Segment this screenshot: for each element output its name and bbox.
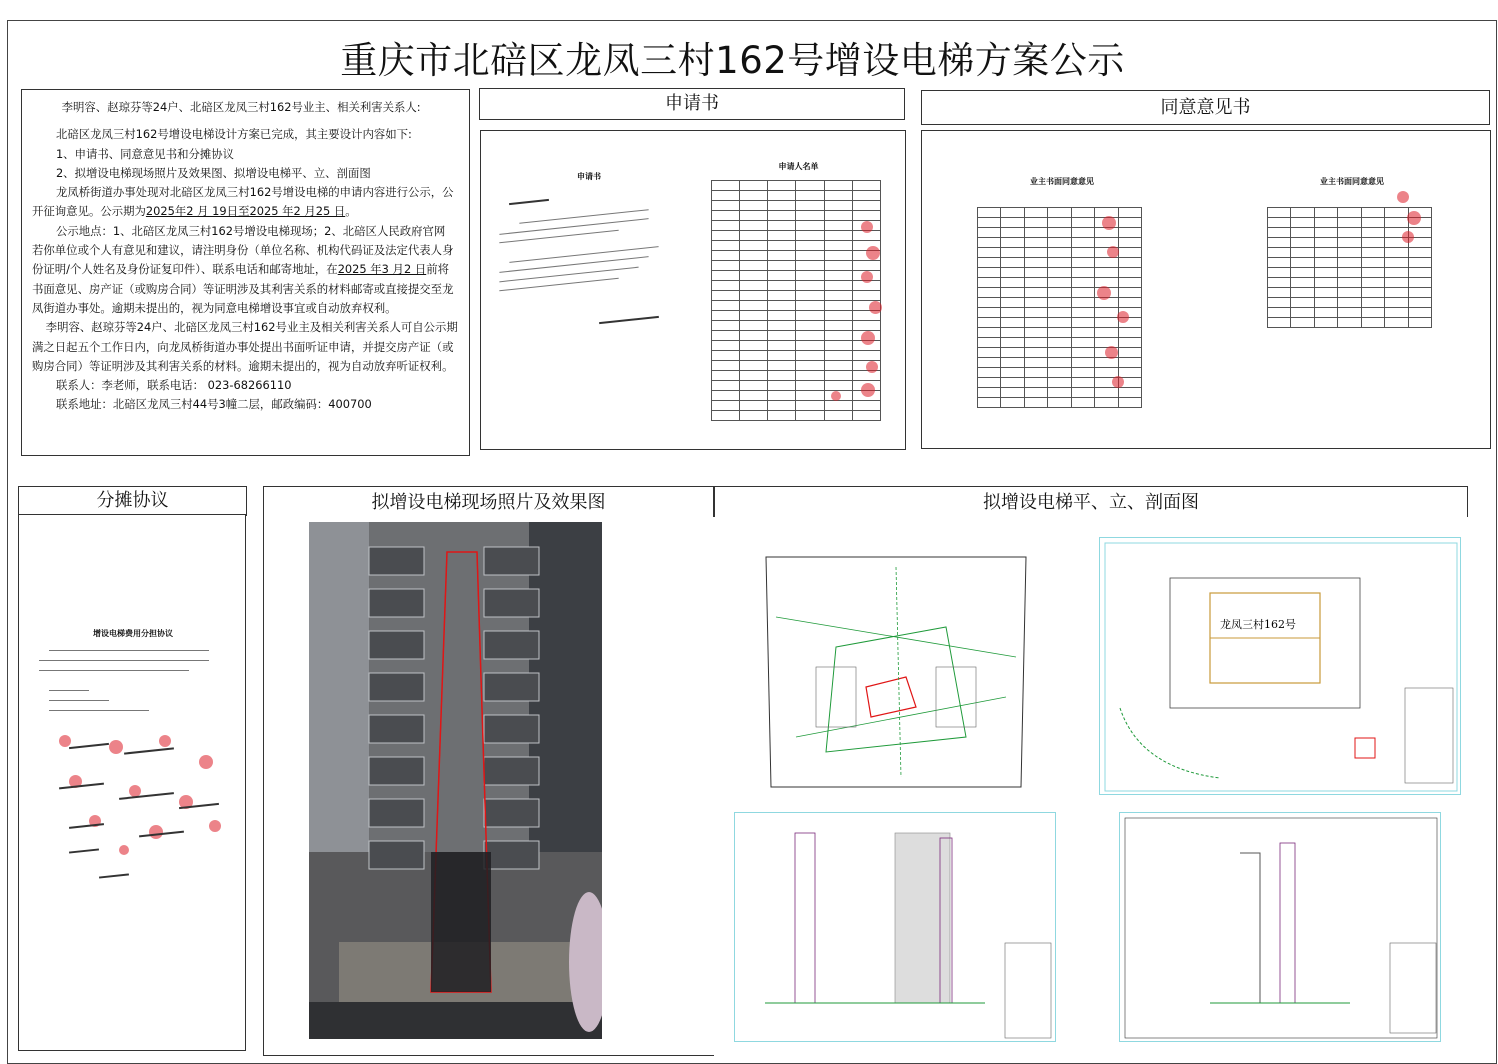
consent-form-left: 业主书面同意意见 bbox=[977, 176, 1147, 406]
fingerprint-stamp bbox=[1107, 246, 1119, 258]
fingerprint-stamp bbox=[1105, 346, 1118, 359]
notice-paragraph: 若你单位或个人有意见和建议，请注明身份（单位名称、机构代码证及法定代表人身份证明/个人姓名及身份证复印件）、联系电话和邮寄地址，在2025 年3 月2 日前将书面意见、房产证（或购房合同）等证明涉及其利害关系的材料邮寄或直接提交至龙凤街道办事处。逾期未提出的，视为同意电梯增设事宜或自动放弃权利。 bbox=[32, 243, 454, 315]
notice-deadline: 2025 年3 月2 日 bbox=[337, 262, 427, 277]
fingerprint-stamp bbox=[1397, 191, 1409, 203]
fingerprint-stamp bbox=[109, 740, 123, 754]
balcony bbox=[484, 547, 539, 575]
notice-paragraph: 李明容、赵琼芬等24户、北碚区龙凤三村162号业主及相关利害关系人可自公示期满之日起五个工作日内，向龙凤桥街道办事处提出书面听证申请，并提交房产证（或购房合同）等证明涉及其利害关系的材料。逾期未提出的，视为自动放弃听证权利。 bbox=[32, 320, 458, 373]
signature-scribble bbox=[69, 823, 104, 829]
consent-form-right: 业主书面同意意见 bbox=[1267, 176, 1437, 406]
notice-paragraph: 龙凤桥街道办事处现对北碚区龙凤三村162号增设电梯的申请内容进行公示，公开征询意见。公示期为2025年2 月 19日至2025 年2 月25 日。 bbox=[32, 185, 454, 219]
fingerprint-stamp bbox=[1112, 376, 1124, 388]
balcony bbox=[484, 841, 539, 869]
applicant-list-scan: 申请人名单 bbox=[711, 161, 886, 401]
notice-line: 公示地点：1、北碚区龙凤三村162号增设电梯现场；2、北碚区人民政府官网 bbox=[55, 223, 446, 238]
signature-scribble bbox=[119, 792, 174, 800]
fingerprint-stamp bbox=[119, 845, 129, 855]
consent-header: 同意意见书 bbox=[921, 90, 1490, 125]
balcony bbox=[369, 547, 424, 575]
drawings-header: 拟增设电梯平、立、剖面图 bbox=[714, 486, 1468, 518]
section-drawing bbox=[1119, 812, 1441, 1042]
fingerprint-stamp bbox=[1407, 211, 1421, 225]
signature-scribble bbox=[69, 848, 99, 853]
consent-scan-panel bbox=[921, 130, 1491, 449]
elevation-drawing bbox=[734, 812, 1056, 1042]
floor-plan-label: 龙凤三村162号 bbox=[1220, 618, 1296, 631]
fingerprint-stamp bbox=[1402, 231, 1414, 243]
scan-table bbox=[1267, 207, 1432, 328]
notice-text-panel bbox=[21, 89, 470, 456]
fingerprint-stamp bbox=[866, 361, 878, 373]
photos-header: 拟增设电梯现场照片及效果图 bbox=[263, 486, 714, 518]
balcony bbox=[369, 589, 424, 617]
fingerprint-stamp bbox=[861, 271, 873, 283]
fingerprint-stamp bbox=[831, 391, 841, 401]
fingerprint-stamp bbox=[199, 755, 213, 769]
balcony bbox=[484, 799, 539, 827]
contact-person: 联系人：李老师，联系电话： 023-68266110 bbox=[55, 378, 292, 393]
balcony bbox=[369, 631, 424, 659]
fingerprint-stamp bbox=[866, 246, 880, 260]
cost-share-header: 分摊协议 bbox=[18, 486, 247, 516]
fingerprint-stamp bbox=[59, 735, 71, 747]
fingerprint-stamp bbox=[861, 221, 873, 233]
notice-addressee: 李明容、赵琼芬等24户、北碚区龙凤三村162号业主、相关利害关系人: bbox=[61, 100, 421, 114]
fingerprint-stamp bbox=[209, 820, 221, 832]
site-photo bbox=[309, 522, 602, 1039]
fingerprint-stamp bbox=[159, 735, 171, 747]
notice-period: 2025年2 月 19日至2025 年2 月25 日 bbox=[145, 204, 346, 219]
site-plan-drawing bbox=[756, 537, 1036, 799]
balcony bbox=[484, 673, 539, 701]
application-letter: 申请书 bbox=[489, 141, 689, 441]
balcony bbox=[369, 715, 424, 743]
signature-scribble bbox=[99, 873, 129, 878]
scan-table bbox=[711, 180, 881, 421]
signature-scribble bbox=[124, 747, 174, 754]
balcony bbox=[369, 841, 424, 869]
floor-plan-drawing bbox=[1099, 537, 1461, 795]
application-scan-panel bbox=[480, 130, 906, 450]
balcony bbox=[369, 673, 424, 701]
cost-share-scan-panel bbox=[18, 514, 246, 1051]
cost-share-agreement: 增设电梯费用分担协议 bbox=[29, 595, 237, 895]
fingerprint-stamp bbox=[861, 383, 875, 397]
balcony bbox=[484, 757, 539, 785]
fingerprint-stamp bbox=[861, 331, 875, 345]
contact-address: 联系地址：北碚区龙凤三村44号3幢二层，邮政编码：400700 bbox=[55, 397, 372, 412]
signature-scribble bbox=[69, 743, 109, 749]
balcony bbox=[369, 757, 424, 785]
fingerprint-stamp bbox=[869, 301, 882, 314]
notice-line: 2、拟增设电梯现场照片及效果图、拟增设电梯平、立、剖面图 bbox=[55, 165, 371, 180]
notice-line: 1、申请书、同意意见书和分摊协议 bbox=[55, 146, 235, 161]
photos-panel bbox=[263, 517, 715, 1056]
fingerprint-stamp bbox=[1117, 311, 1129, 323]
notice-line: 北碚区龙凤三村162号增设电梯设计方案已完成，其主要设计内容如下: bbox=[55, 127, 412, 142]
balcony bbox=[484, 589, 539, 617]
application-header: 申请书 bbox=[479, 88, 905, 120]
drawings-panel bbox=[714, 517, 1468, 1056]
balcony bbox=[484, 631, 539, 659]
fingerprint-stamp bbox=[1097, 286, 1111, 300]
balcony bbox=[369, 799, 424, 827]
page-title: 重庆市北碚区龙凤三村162号增设电梯方案公示 bbox=[340, 39, 1125, 82]
balcony bbox=[484, 715, 539, 743]
fingerprint-stamp bbox=[1102, 216, 1116, 230]
